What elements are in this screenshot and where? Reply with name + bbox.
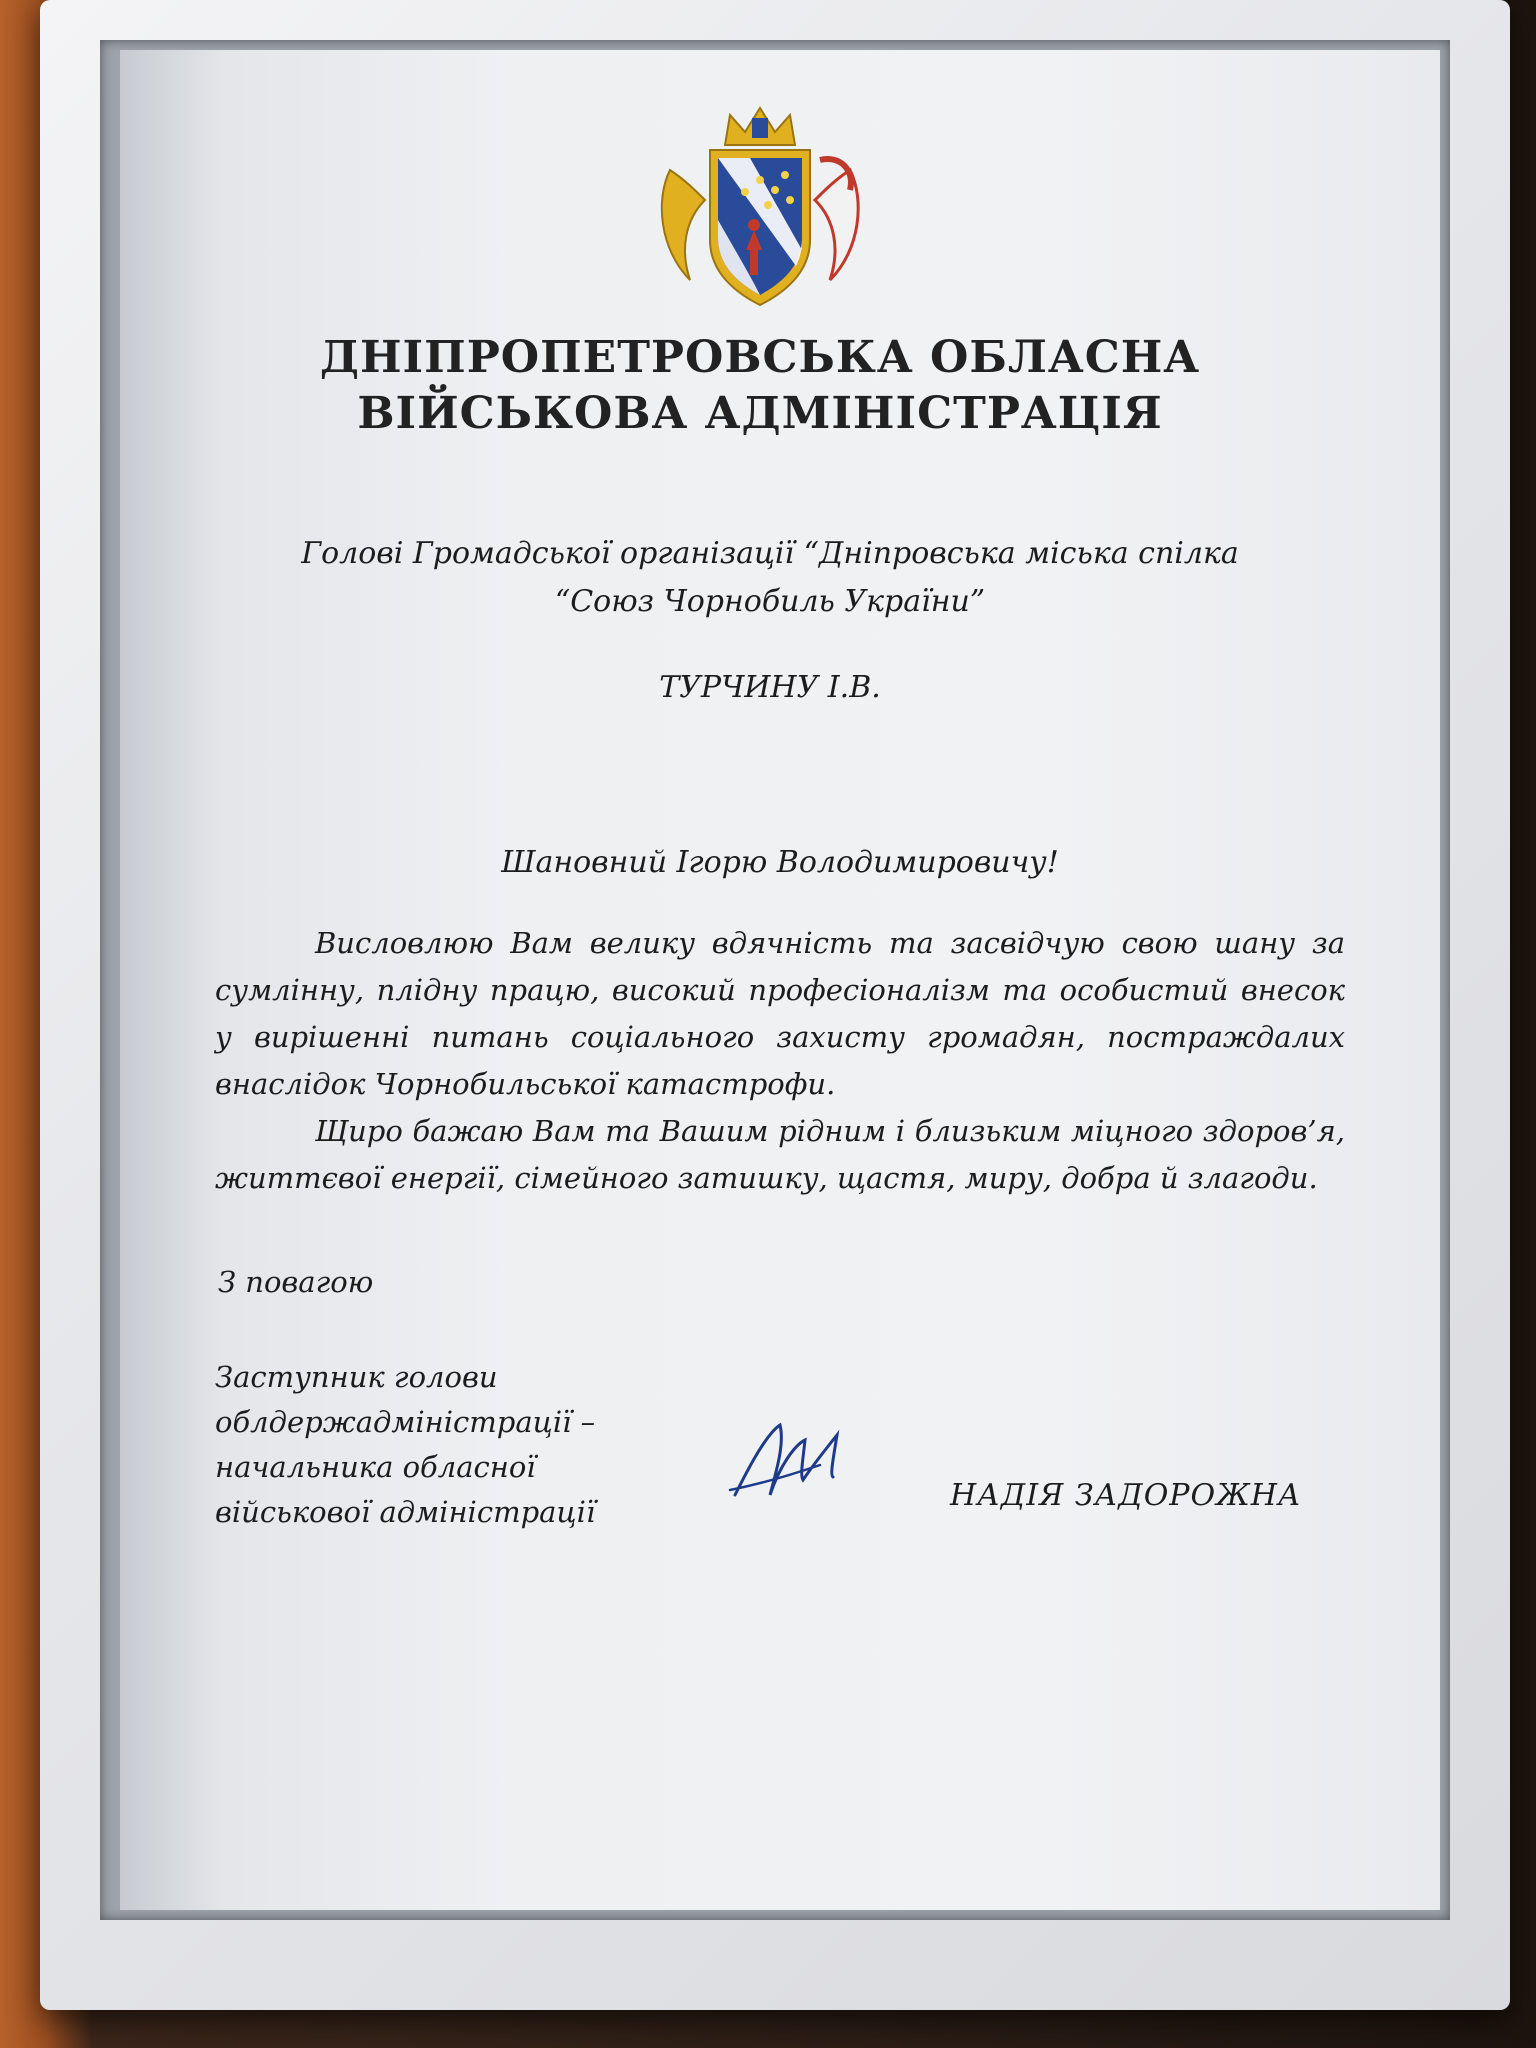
signatory-position xyxy=(215,1355,635,1535)
body-paragraph-1: Висловлюю Вам велику вдячність та засвідчую свою шану за сумлінну, плідну працю, високий професіоналізм та особистий внесок у вирішенні питань соціального захисту громадян, постраждалих внаслідок Чорнобильської катастрофи. xyxy=(215,926,1345,1101)
position-line4: військової адміністрації xyxy=(215,1495,596,1529)
letter-body xyxy=(215,920,1345,1202)
position-line2: облдержадміністрації – xyxy=(215,1405,596,1439)
body-paragraph-2: Щиро бажаю Вам та Вашим рідним і близьким міцного здоров’я, життєвої енергії, сімейного затишку, щастя, миру, добра й злагоди. xyxy=(215,1114,1345,1195)
closing-phrase: З повагою xyxy=(218,1265,374,1299)
org-title-line2: ВІЙСЬКОВА АДМІНІСТРАЦІЯ xyxy=(357,388,1163,439)
org-title-line1: ДНІПРОПЕТРОВСЬКА ОБЛАСНА xyxy=(319,332,1201,383)
organization-title xyxy=(300,330,1220,442)
addressee-line2: “Союз Чорнобиль України” xyxy=(554,584,986,619)
coat-of-arms-icon xyxy=(650,100,870,310)
signatory-name: НАДІЯ ЗАДОРОЖНА xyxy=(950,1478,1302,1513)
signature-icon xyxy=(725,1405,865,1515)
position-line3: начальника обласної xyxy=(215,1450,536,1484)
salutation: Шановний Ігорю Володимировичу! xyxy=(501,845,1059,880)
position-line1: Заступник голови xyxy=(215,1360,498,1394)
recipient-name: ТУРЧИНУ І.В. xyxy=(659,670,881,705)
addressee-block xyxy=(300,530,1240,626)
addressee-line1: Голові Громадської організації “Дніпровська міська спілка xyxy=(301,536,1239,571)
